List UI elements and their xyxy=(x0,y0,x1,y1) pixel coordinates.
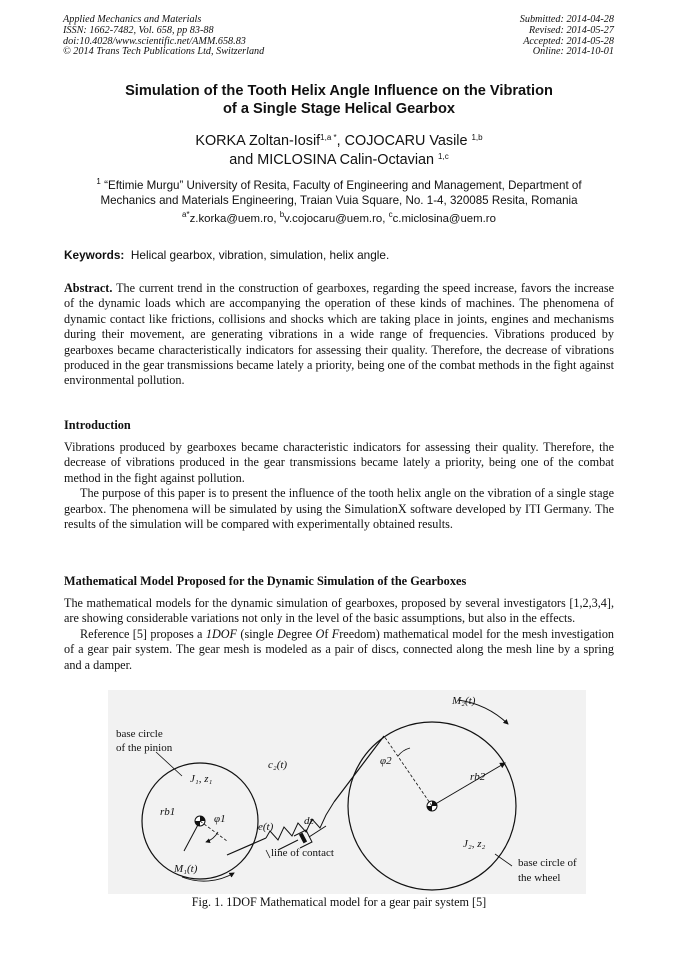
gear-pair-model-figure xyxy=(108,690,586,894)
author-2-sup: 1,b xyxy=(471,133,483,142)
introduction-body xyxy=(64,440,614,532)
label-c2t: c₂(t) xyxy=(268,759,288,771)
label-j2z2: J₂, z₂ xyxy=(463,838,486,850)
copyright: © 2014 Trans Tech Publications Ltd, Switzerland xyxy=(63,46,265,58)
label-base-circle-wheel-1: base circle of xyxy=(518,857,577,869)
label-m2t: M₂(t) xyxy=(452,695,476,707)
email-a[interactable]: z.korka@uem.ro xyxy=(189,213,274,225)
doi: doi:10.4028/www.scientific.net/AMM.658.83 xyxy=(63,35,246,47)
accepted-date: Accepted: 2014-05-28 xyxy=(523,35,614,47)
figure-caption: Fig. 1. 1DOF Mathematical model for a gear pair system [5] xyxy=(191,895,487,909)
author-3-sup: 1,c xyxy=(438,152,449,161)
introduction-paragraph-1: Vibrations produced by gearboxes became characteristic indicators for assessing their quality. Therefore, the decrease of vibrations produced in the gear transmissions became lately a priority, being one of the combat method in the fight against pollution. xyxy=(64,440,614,485)
title-line-2: of a Single Stage Helical Gearbox xyxy=(223,101,455,117)
label-j1z1: J₁, z₁ xyxy=(190,773,213,785)
revised-date: Revised: 2014-05-27 xyxy=(528,24,614,36)
abstract xyxy=(64,281,614,389)
author-2: COJOCARU Vasile xyxy=(344,133,468,149)
author-and: and xyxy=(229,152,254,168)
label-line-of-contact: line of contact xyxy=(271,847,334,859)
abstract-text: The current trend in the construction of gearboxes, regarding the speed increase, favors the increase of the dynamic loads which are accompanying the operation of these kinds of machines. The phenomena of dynamic contact like frictions, collisions and shocks which are taking place in joints, engines and mechanisms during their movement, are generating vibrations in a wide range of frequencies. Vibrations produced by gearboxes became characteristically indicators for assessing their quality. Therefore, the decrease of vibrations produced in the gear transmissions became lately a priority, being one of the combat methods in the fight against environmental pollution. xyxy=(64,281,614,388)
model-paragraph-1: The mathematical models for the dynamic simulation of gearboxes, proposed by several investigators [1,2,3,4], are showing considerable variations not only in the level of the basic assumptions, but also in the effects. xyxy=(64,596,614,626)
email-b[interactable]: v.cojocaru@uem.ro xyxy=(284,213,383,225)
affiliation-line-2: Mechanics and Materials Engineering, Traian Vuia Square, No. 1-4, 320085 Resita, Romania xyxy=(100,193,578,207)
online-date: Online: 2014-10-01 xyxy=(532,46,614,58)
keywords-label: Keywords: xyxy=(64,248,125,262)
label-base-circle-wheel-2: the wheel xyxy=(518,872,561,884)
affiliation xyxy=(64,179,614,208)
label-base-circle-pinion-2: of the pinion xyxy=(116,742,173,754)
author-list: KORKA Zoltan-Iosif$^{1,a *}$, COJOCARU Vasile $^{1,b}$ and MICLOSINA Calin-Octavian $^{1,c}$ xyxy=(195,133,483,168)
publication-dates xyxy=(520,15,614,58)
affiliation-sup: 1 xyxy=(96,177,101,186)
label-m1t: M₁(t) xyxy=(174,863,198,875)
author-1-sup: 1,a * xyxy=(320,133,337,142)
affiliation-line-1: “Eftimie Murgu” University of Resita, Faculty of Engineering and Management, Department of xyxy=(104,179,582,192)
label-phi1: φ1 xyxy=(214,813,226,825)
journal-name: Applied Mechanics and Materials xyxy=(63,14,202,25)
submitted-date: Submitted: 2014-04-28 xyxy=(519,14,614,25)
model-section-heading: Mathematical Model Proposed for the Dynamic Simulation of the Gearboxes xyxy=(64,574,467,588)
keywords xyxy=(64,248,389,262)
email-b-sup: b xyxy=(279,210,285,219)
model-paragraph-2: Reference [5] proposes a 1DOF (single Degree Of Freedom) mathematical model for the mesh investigation of a gear pair system. The gear mesh is modeled as a pair of discs, connected along the mesh line by a spring and a damper. xyxy=(64,626,615,672)
label-rb1: rb1 xyxy=(160,806,176,818)
label-dz: dz xyxy=(304,815,314,827)
email-c-sup: c xyxy=(388,210,393,219)
introduction-paragraph-2: The purpose of this paper is to present the influence of the tooth helix angle on the vibration of a single stage gearbox. The phenomena will be simulated by using the SimulationX software developed by ITI Germany. The results of the simulation will be compared with experimentally obtained results. xyxy=(64,486,614,532)
label-et: e(t) xyxy=(258,821,274,833)
journal-info xyxy=(63,15,264,58)
label-base-circle-pinion-1: base circle xyxy=(116,728,163,740)
introduction-heading: Introduction xyxy=(64,418,131,432)
keywords-text: Helical gearbox, vibration, simulation, helix angle. xyxy=(130,248,390,262)
issn: ISSN: 1662-7482, Vol. 658, pp 83-88 xyxy=(63,24,214,36)
email-a-sup: a* xyxy=(182,210,190,219)
label-phi2: φ2 xyxy=(380,755,392,767)
title-line-1: Simulation of the Tooth Helix Angle Influence on the Vibration xyxy=(125,83,553,99)
paper-title xyxy=(64,82,614,118)
model-section-body xyxy=(64,596,614,673)
author-1: KORKA Zoltan-Iosif xyxy=(195,133,321,149)
email-list: $^{a*}$z.korka@uem.ro, $^b$v.cojocaru@uem.ro, $^c$c.miclosina@uem.ro xyxy=(182,210,496,225)
email-c[interactable]: c.miclosina@uem.ro xyxy=(392,213,496,225)
label-rb2: rb2 xyxy=(470,771,486,783)
abstract-label: Abstract. xyxy=(64,281,113,295)
author-3: MICLOSINA Calin-Octavian xyxy=(257,152,435,168)
